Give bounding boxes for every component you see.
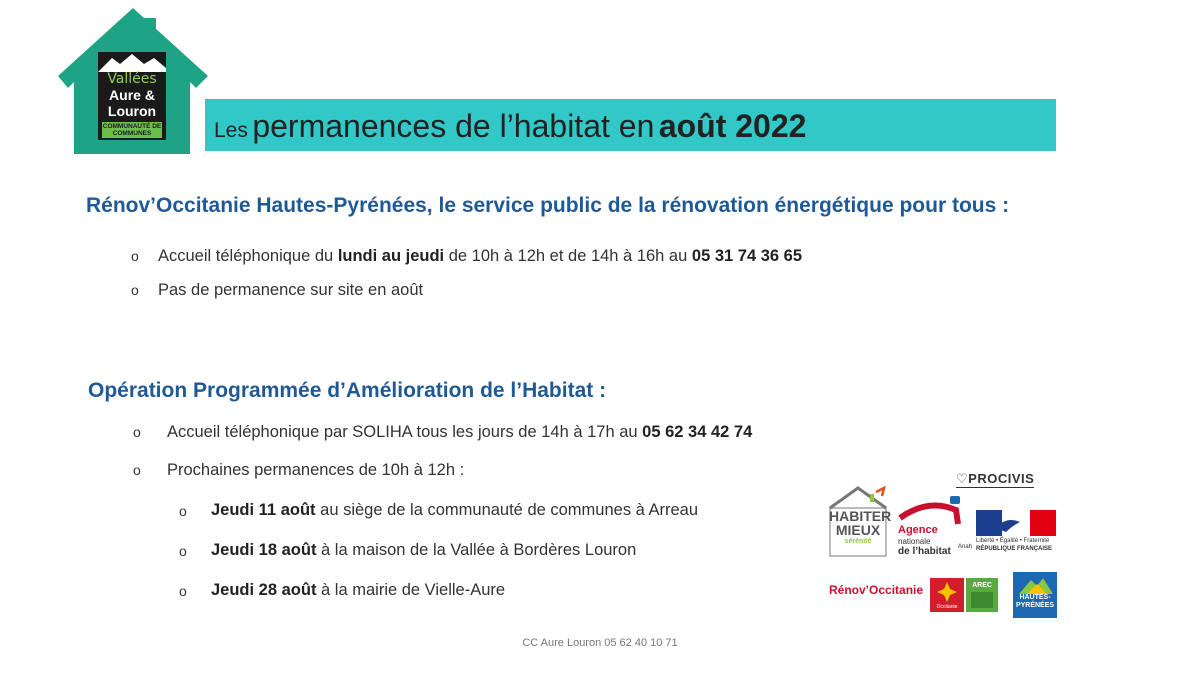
section-heading-opah: Opération Programmée d’Amélioration de l’Habitat :	[88, 379, 607, 402]
anah-habitat: de l’habitat	[898, 546, 951, 557]
item-place: à la maison de la Vallée à Bordères Louron	[321, 541, 637, 559]
bullet: o	[133, 424, 141, 440]
phone-number: 05 62 34 42 74	[642, 423, 753, 441]
logo-line-4: COMMUNAUTÉ DE COMMUNES	[102, 123, 162, 137]
procivis-icon: ♡	[956, 471, 969, 486]
occitan-cross-icon	[930, 580, 964, 604]
logo-line-3: Louron	[107, 103, 157, 119]
sub-list-item	[211, 499, 698, 521]
hp-label	[1013, 594, 1057, 610]
mieux-label: MIEUX	[835, 522, 881, 538]
item-place: au siège de la communauté de communes à Arreau	[320, 501, 699, 519]
item-date: Jeudi 18 août	[211, 541, 317, 559]
item-text: Accueil téléphonique par SOLIHA tous les jours de 14h à 17h au	[167, 423, 638, 441]
logo-badge	[98, 52, 166, 140]
anah-nationale: nationale	[898, 537, 931, 546]
habiter-label: HABITER	[829, 508, 892, 524]
rf-name: RÉPUBLIQUE FRANÇAISE	[976, 546, 1053, 552]
arec-label: AREC	[972, 582, 992, 589]
item-text: Accueil téléphonique du	[158, 247, 334, 265]
hp-line-1: HAUTES-	[1019, 594, 1051, 601]
item-date: Jeudi 11 août	[211, 501, 316, 519]
anah-swoosh-icon	[898, 496, 970, 526]
list-item: Prochaines permanences de 10h à 12h :	[167, 461, 465, 479]
occitanie-label: Occitanie	[936, 604, 958, 610]
anah-agence: Agence	[898, 524, 938, 536]
rf-motto: Liberté • Égalité • Fraternité	[976, 538, 1050, 544]
item-hours: de 10h à 12h et de 14h à 16h au	[444, 247, 688, 265]
habiter-mieux-logo	[826, 486, 890, 558]
title-emphasis: août 2022	[658, 108, 807, 144]
renov-occitanie-logo	[829, 583, 923, 597]
procivis-label: PROCIVIS	[968, 471, 1035, 486]
item-days: lundi au jeudi	[337, 247, 445, 265]
mountain-icon	[98, 52, 166, 72]
marianne-flag-icon	[976, 510, 1056, 536]
bullet: o	[179, 583, 187, 599]
bullet: o	[133, 462, 141, 478]
title-main: permanences de l’habitat en	[252, 108, 655, 144]
title-prefix: Les	[214, 119, 248, 142]
occitanie-logo	[930, 578, 964, 612]
anah-logo	[898, 496, 973, 558]
hautes-pyrenees-logo	[1013, 572, 1057, 618]
list-item: Pas de permanence sur site en août	[158, 281, 424, 299]
item-place: à la mairie de Vielle-Aure	[321, 581, 506, 599]
hp-line-2: PYRÉNÉES	[1015, 602, 1055, 609]
list-item	[167, 421, 752, 443]
renov-label: Rénov’Occitanie	[829, 583, 924, 597]
anah-short: Anah	[958, 544, 973, 550]
page-title	[214, 104, 806, 148]
section-heading-renov: Rénov’Occitanie Hautes-Pyrénées, le service public de la rénovation énergétique pour tous :	[86, 194, 1010, 217]
republique-francaise-logo	[976, 510, 1058, 560]
list-item	[158, 245, 802, 267]
serenite-label: sérénité	[844, 538, 872, 545]
mountain-icon	[1013, 574, 1057, 596]
bullet: o	[179, 543, 187, 559]
arec-logo	[966, 578, 998, 612]
sub-list-item	[211, 539, 636, 561]
item-date: Jeudi 28 août	[211, 581, 317, 599]
logo-line-1: Vallées	[107, 71, 157, 87]
procivis-logo	[956, 471, 1034, 488]
footer-contact: CC Aure Louron 05 62 40 10 71	[522, 637, 678, 649]
bullet: o	[131, 248, 139, 264]
logo-line-2: Aure &	[109, 87, 155, 103]
sub-list-item	[211, 579, 505, 601]
bullet: o	[131, 282, 139, 298]
phone-number: 05 31 74 36 65	[691, 247, 802, 265]
bullet: o	[179, 503, 187, 519]
